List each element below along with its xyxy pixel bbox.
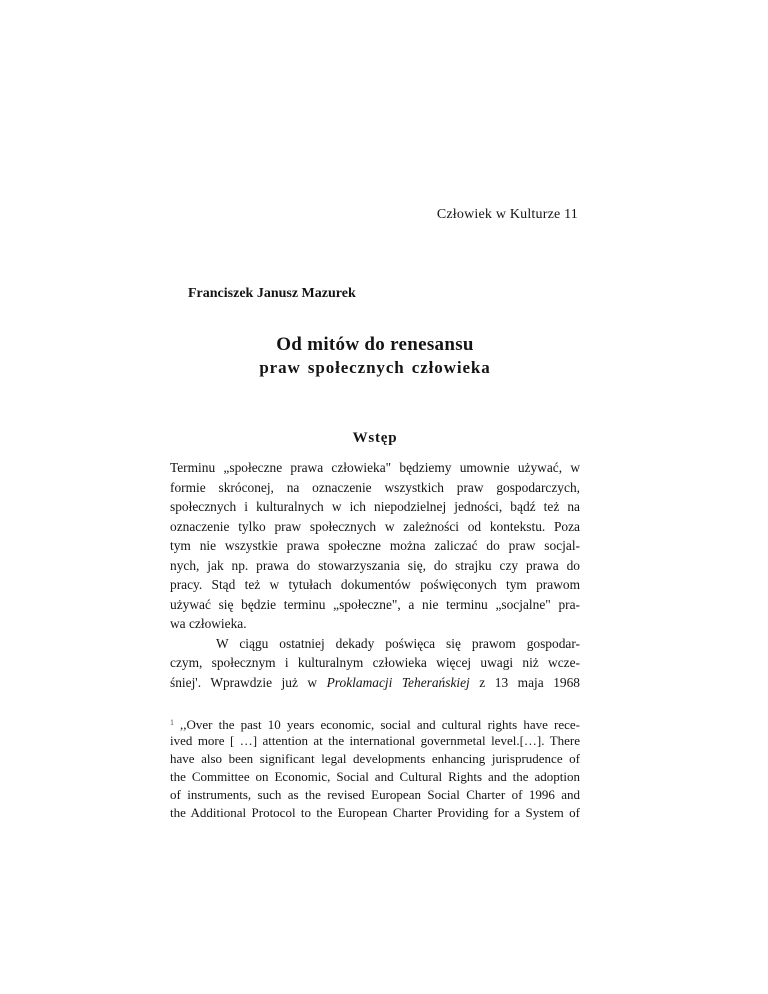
body-line: pracy. Stąd też w tytułach dokumentów poświęconych tym prawom (170, 577, 580, 592)
footnote-line: the Committee on Economic, Social and Cultural Rights and the adoption (170, 769, 580, 784)
body-text-segment: z 13 maja 1968 (469, 674, 580, 690)
running-head: Człowiek w Kulturze 11 (436, 207, 578, 222)
body-line: wa człowieka. (170, 616, 247, 631)
footnote (170, 714, 580, 822)
footnote-marker: 1 (170, 718, 174, 727)
body-line: formie skróconej, na oznaczenie wszystkich praw gospodarczych, (170, 479, 580, 495)
footnote-line: the Additional Protocol to the European Charter Providing for a System of (170, 805, 580, 820)
title-line-1: Od mitów do renesansu (276, 334, 474, 355)
body-line: nych, jak np. prawa do stowarzyszania się, do strajku czy prawa do (170, 557, 580, 573)
body-line: używać się będzie terminu „społeczne", a nie terminu „socjalne" pra- (170, 596, 580, 612)
body-line: społecznych i kulturalnych w ich niepodzielnej jedności, bądź też na (170, 499, 580, 514)
footnote-line: ived more [ …] attention at the international governmetal level.[…]. There (170, 733, 580, 748)
body-line-with-citation (170, 673, 580, 693)
body-line: tym nie wszystkie prawa społeczne można zaliczać do praw socjal- (170, 538, 580, 553)
body-line: oznaczenie tylko praw społecznych w zależności od kontekstu. Poza (170, 518, 580, 534)
footnote-line (170, 714, 580, 732)
title-line-2: praw społecznych człowieka (259, 358, 491, 377)
document-title-italic: Proklamacji Teherańskiej (326, 674, 470, 690)
article-title (170, 333, 580, 379)
body-line: W ciągu ostatniej dekady poświęca się prawom gospodar- (216, 635, 580, 651)
body-line: Terminu „społeczne prawa człowieka" będziemy umownie używać, w (170, 460, 580, 475)
author-name: Franciszek Janusz Mazurek (188, 286, 356, 301)
section-heading: Wstęp (352, 430, 398, 446)
footnote-text: ,,Over the past 10 years economic, social and cultural rights have rece- (180, 717, 580, 732)
body-paragraphs (170, 458, 580, 692)
footnote-line: of instruments, such as the revised European Social Charter of 1996 and (170, 787, 580, 802)
footnote-line: have also been significant legal developments enhancing jurisprudence of (170, 751, 580, 766)
body-text-segment: śniej'. Wprawdzie już w (170, 674, 327, 690)
body-line: czym, społecznym i kulturalnym człowieka więcej uwagi niż wcze- (170, 655, 580, 670)
